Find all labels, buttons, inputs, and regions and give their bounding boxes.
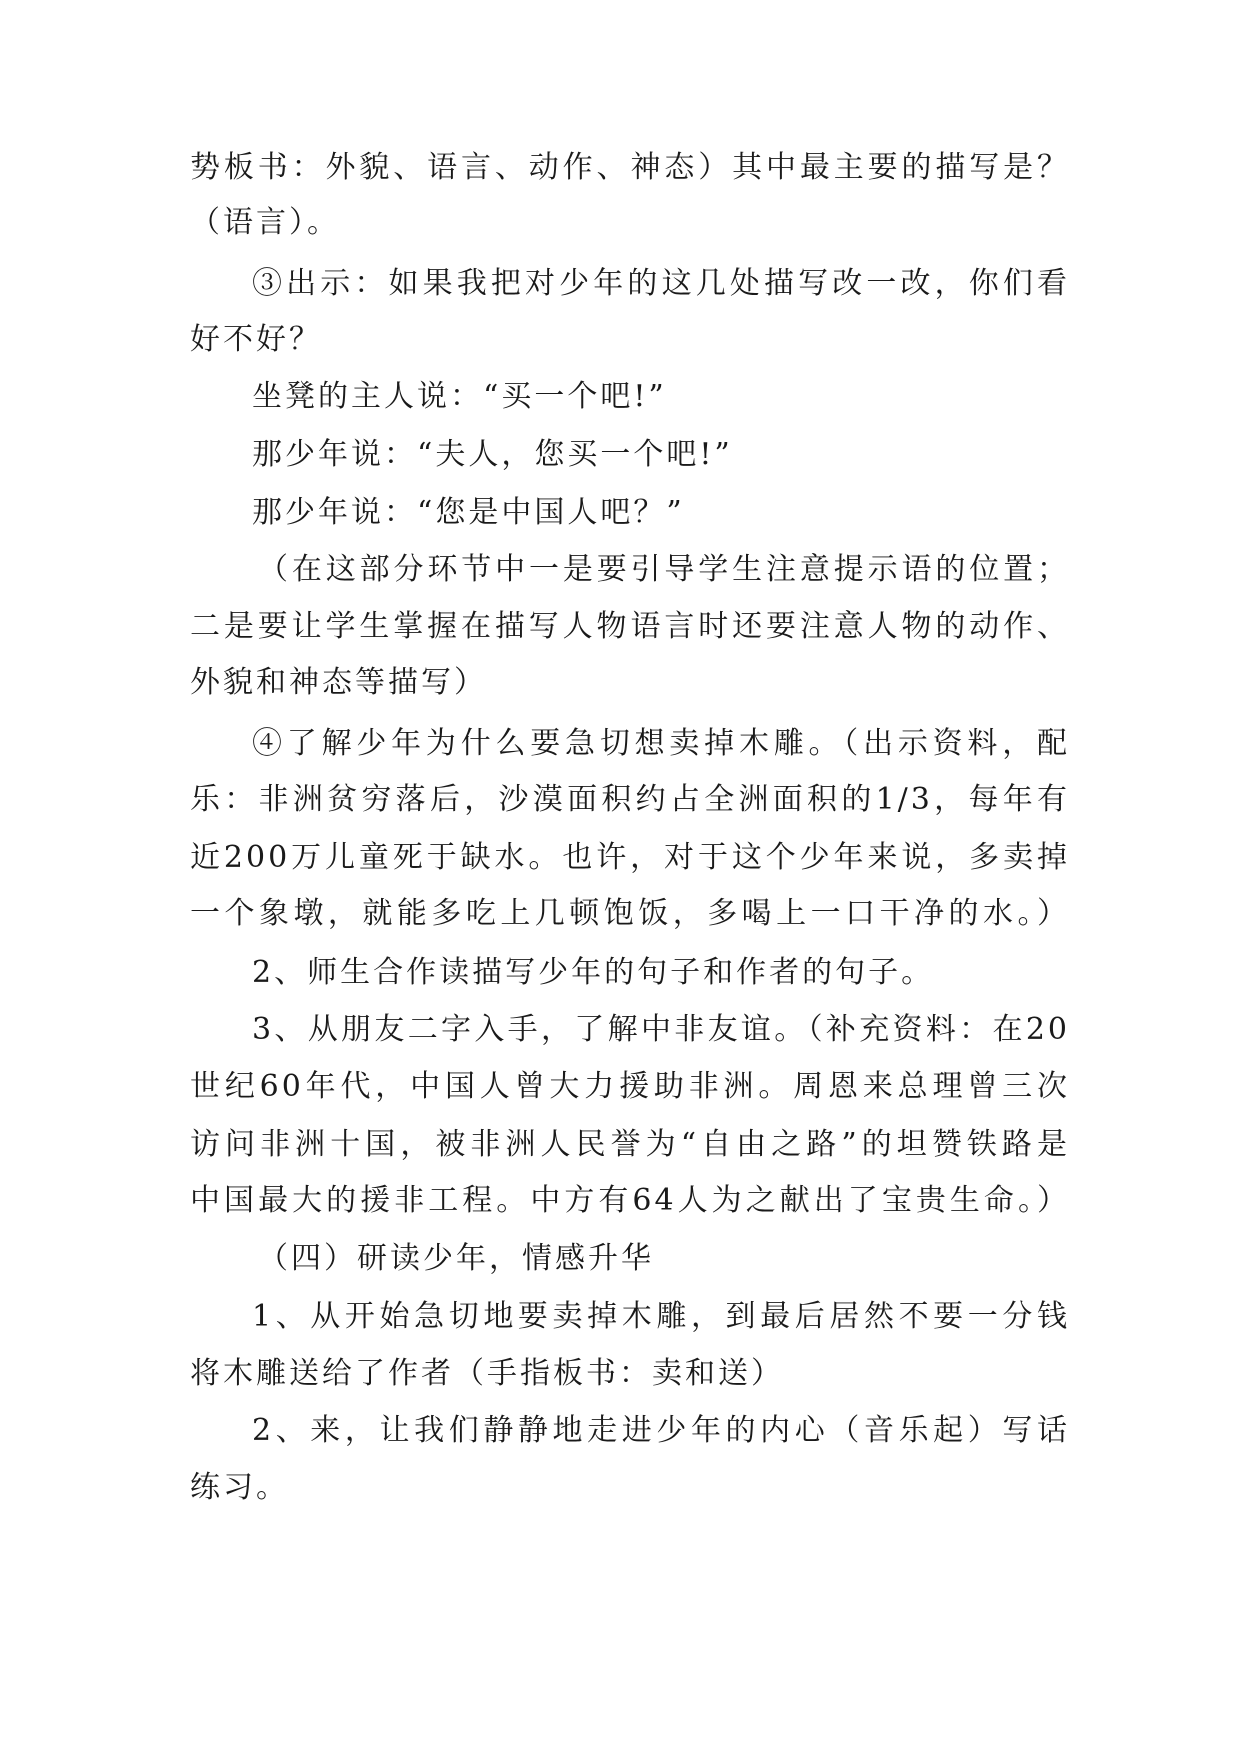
text-line-9: 二是要让学生掌握在描写人物语言时还要注意人物的动作、	[190, 609, 1070, 644]
section-heading: （四）研读少年，情感升华	[258, 1241, 654, 1276]
text-line-19: 中国最大的援非工程。中方有64人为之献出了宝贵生命。）	[190, 1183, 1070, 1218]
text-line-15: 2、师生合作读描写少年的句子和作者的句子。	[252, 955, 935, 990]
text-line-14: 一个象墩，就能多吃上几顿饱饭，多喝上一口干净的水。）	[190, 896, 1070, 931]
text-line-8: （在这部分环节中一是要引导学生注意提示语的位置；	[258, 552, 1070, 587]
text-line-16: 3、从朋友二字入手，了解中非友谊。（补充资料：在20	[252, 1012, 1070, 1047]
text-line-12: 乐：非洲贫穷落后，沙漠面积约占全洲面积的1/3，每年有	[190, 782, 1070, 817]
text-line-22: 将木雕送给了作者（手指板书：卖和送）	[190, 1356, 784, 1391]
text-line-23: 2、来，让我们静静地走进少年的内心（音乐起）写话	[252, 1413, 1070, 1448]
text-line-17: 世纪60年代，中国人曾大力援助非洲。周恩来总理曾三次	[190, 1069, 1070, 1104]
text-line-3: ③出示：如果我把对少年的这几处描写改一改，你们看	[252, 266, 1070, 301]
text-line-6: 那少年说：“夫人，您买一个吧!”	[252, 437, 733, 472]
text-line-1: 势板书：外貌、语言、动作、神态）其中最主要的描写是？	[190, 150, 1070, 185]
text-line-13: 近200万儿童死于缺水。也许，对于这个少年来说，多卖掉	[190, 840, 1070, 875]
text-line-18: 访问非洲十国，被非洲人民誉为“自由之路”的坦赞铁路是	[190, 1127, 1070, 1162]
text-line-7: 那少年说：“您是中国人吧？”	[252, 495, 685, 530]
text-line-11: ④了解少年为什么要急切想卖掉木雕。（出示资料，配	[252, 726, 1070, 761]
text-line-2: （语言）。	[190, 205, 340, 240]
text-line-4: 好不好？	[190, 322, 322, 357]
text-line-10: 外貌和神态等描写）	[190, 665, 487, 700]
text-line-5: 坐凳的主人说：“买一个吧!”	[252, 379, 667, 414]
text-line-21: 1、从开始急切地要卖掉木雕，到最后居然不要一分钱	[252, 1299, 1070, 1334]
text-line-24: 练习。	[190, 1470, 289, 1505]
